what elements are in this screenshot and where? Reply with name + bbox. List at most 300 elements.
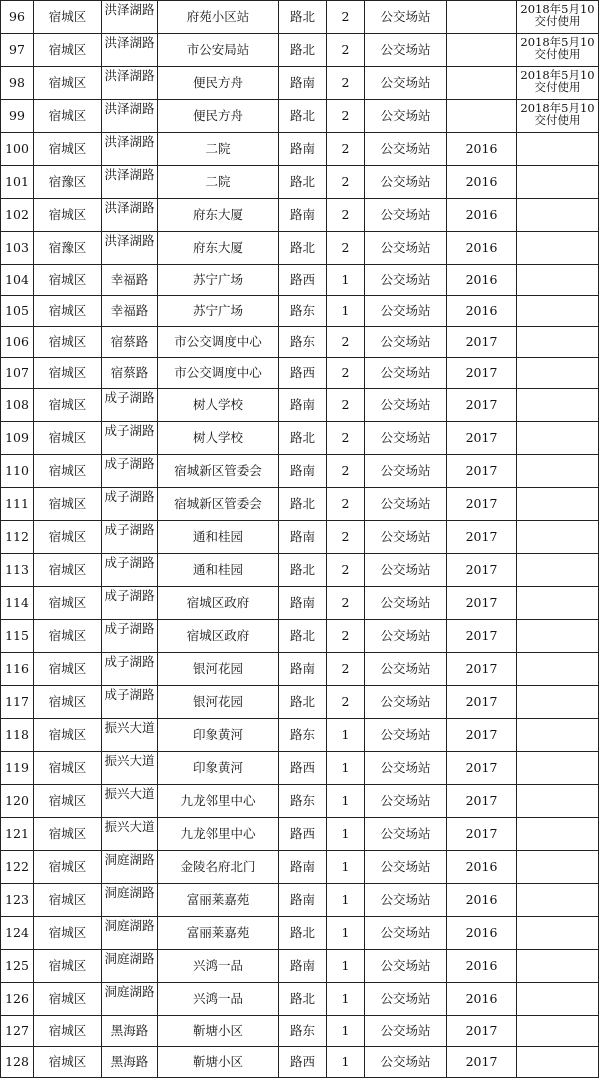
note-text: 2018年5月10交付使用 bbox=[520, 68, 595, 94]
year-cell bbox=[447, 851, 517, 884]
road-text: 幸福路 bbox=[110, 303, 149, 318]
road-text: 洞庭湖路 bbox=[104, 852, 155, 867]
table-row bbox=[1, 653, 599, 686]
type-text: 公交场站 bbox=[380, 1054, 431, 1069]
district-cell bbox=[34, 884, 102, 917]
road-side-cell bbox=[279, 166, 327, 199]
road-side-cell bbox=[279, 719, 327, 752]
type-cell bbox=[365, 686, 447, 719]
district-text: 宿城区 bbox=[48, 628, 87, 643]
row-number-cell bbox=[1, 488, 34, 521]
year-cell bbox=[447, 620, 517, 653]
count-cell bbox=[327, 422, 365, 455]
road-cell bbox=[102, 818, 158, 851]
district-cell bbox=[34, 851, 102, 884]
row-number-text: 124 bbox=[5, 925, 29, 940]
district-text: 宿城区 bbox=[48, 1023, 87, 1038]
road-side-cell bbox=[279, 554, 327, 587]
note-cell bbox=[517, 389, 599, 422]
road-text: 成子湖路 bbox=[104, 687, 155, 702]
year-text: 2016 bbox=[465, 174, 498, 189]
district-cell bbox=[34, 818, 102, 851]
note-cell bbox=[517, 265, 599, 296]
table-row bbox=[1, 521, 599, 554]
district-cell bbox=[34, 455, 102, 488]
station-name-text: 树人学校 bbox=[192, 397, 243, 412]
table-row bbox=[1, 1016, 599, 1047]
district-cell bbox=[34, 1, 102, 34]
count-text: 2 bbox=[341, 9, 350, 24]
count-text: 1 bbox=[341, 958, 350, 973]
count-cell bbox=[327, 265, 365, 296]
row-number-text: 116 bbox=[5, 661, 29, 676]
district-cell bbox=[34, 67, 102, 100]
road-side-cell bbox=[279, 199, 327, 232]
note-cell bbox=[517, 521, 599, 554]
count-text: 2 bbox=[341, 334, 350, 349]
road-side-cell bbox=[279, 1047, 327, 1078]
district-text: 宿城区 bbox=[48, 859, 87, 874]
table-row bbox=[1, 884, 599, 917]
road-side-text: 路北 bbox=[289, 991, 315, 1006]
road-side-text: 路西 bbox=[289, 272, 315, 287]
count-cell bbox=[327, 488, 365, 521]
type-cell bbox=[365, 327, 447, 358]
year-cell bbox=[447, 34, 517, 67]
road-text: 宿蔡路 bbox=[110, 365, 149, 380]
station-name-text: 苏宁广场 bbox=[192, 272, 243, 287]
row-number-cell bbox=[1, 199, 34, 232]
type-text: 公交场站 bbox=[380, 925, 431, 940]
count-text: 2 bbox=[341, 108, 350, 123]
road-cell bbox=[102, 1047, 158, 1078]
district-text: 宿城区 bbox=[48, 958, 87, 973]
type-text: 公交场站 bbox=[380, 562, 431, 577]
type-text: 公交场站 bbox=[380, 529, 431, 544]
road-cell bbox=[102, 488, 158, 521]
road-cell bbox=[102, 455, 158, 488]
note-cell bbox=[517, 1016, 599, 1047]
road-cell bbox=[102, 719, 158, 752]
year-cell bbox=[447, 521, 517, 554]
road-side-text: 路北 bbox=[289, 430, 315, 445]
count-cell bbox=[327, 884, 365, 917]
district-cell bbox=[34, 521, 102, 554]
note-cell bbox=[517, 455, 599, 488]
road-cell bbox=[102, 620, 158, 653]
type-text: 公交场站 bbox=[380, 365, 431, 380]
road-cell bbox=[102, 917, 158, 950]
type-text: 公交场站 bbox=[380, 430, 431, 445]
district-cell bbox=[34, 327, 102, 358]
station-name-cell bbox=[158, 1016, 279, 1047]
note-cell bbox=[517, 653, 599, 686]
station-name-cell bbox=[158, 752, 279, 785]
station-name-cell bbox=[158, 785, 279, 818]
count-cell bbox=[327, 199, 365, 232]
road-text: 成子湖路 bbox=[104, 588, 155, 603]
note-cell bbox=[517, 133, 599, 166]
year-text: 2017 bbox=[465, 365, 498, 380]
row-number-text: 108 bbox=[5, 397, 29, 412]
row-number-cell bbox=[1, 587, 34, 620]
type-text: 公交场站 bbox=[380, 694, 431, 709]
type-text: 公交场站 bbox=[380, 826, 431, 841]
district-cell bbox=[34, 950, 102, 983]
year-text: 2017 bbox=[465, 793, 498, 808]
type-cell bbox=[365, 917, 447, 950]
row-number-cell bbox=[1, 67, 34, 100]
road-side-cell bbox=[279, 34, 327, 67]
year-cell bbox=[447, 587, 517, 620]
note-cell bbox=[517, 983, 599, 1016]
station-name-text: 印象黄河 bbox=[192, 727, 243, 742]
note-cell bbox=[517, 166, 599, 199]
type-text: 公交场站 bbox=[380, 9, 431, 24]
station-name-text: 通和桂园 bbox=[192, 529, 243, 544]
count-text: 2 bbox=[341, 430, 350, 445]
type-cell bbox=[365, 488, 447, 521]
type-text: 公交场站 bbox=[380, 595, 431, 610]
station-name-text: 九龙邻里中心 bbox=[180, 826, 256, 841]
table-row bbox=[1, 199, 599, 232]
station-name-cell bbox=[158, 917, 279, 950]
count-cell bbox=[327, 358, 365, 389]
road-cell bbox=[102, 950, 158, 983]
district-text: 宿城区 bbox=[48, 303, 87, 318]
year-text: 2016 bbox=[465, 892, 498, 907]
road-side-cell bbox=[279, 488, 327, 521]
district-cell bbox=[34, 620, 102, 653]
road-side-cell bbox=[279, 983, 327, 1016]
type-cell bbox=[365, 950, 447, 983]
road-side-cell bbox=[279, 1016, 327, 1047]
row-number-text: 122 bbox=[5, 859, 29, 874]
road-cell bbox=[102, 884, 158, 917]
row-number-text: 128 bbox=[5, 1054, 29, 1069]
row-number-text: 111 bbox=[5, 496, 29, 511]
type-cell bbox=[365, 884, 447, 917]
road-text: 振兴大道 bbox=[104, 819, 155, 834]
district-text: 宿城区 bbox=[48, 793, 87, 808]
station-name-text: 宿城区政府 bbox=[186, 595, 250, 610]
road-text: 洞庭湖路 bbox=[104, 951, 155, 966]
road-text: 黑海路 bbox=[110, 1054, 149, 1069]
station-name-cell bbox=[158, 1047, 279, 1078]
table-row bbox=[1, 422, 599, 455]
road-side-cell bbox=[279, 1, 327, 34]
type-cell bbox=[365, 851, 447, 884]
table-row bbox=[1, 917, 599, 950]
station-name-text: 银河花园 bbox=[192, 661, 243, 676]
note-text: 2018年5月10交付使用 bbox=[520, 35, 595, 61]
road-cell bbox=[102, 587, 158, 620]
road-text: 洪泽湖路 bbox=[104, 101, 155, 116]
table-row bbox=[1, 785, 599, 818]
station-name-cell bbox=[158, 851, 279, 884]
count-text: 1 bbox=[341, 925, 350, 940]
type-cell bbox=[365, 1, 447, 34]
year-text: 2017 bbox=[465, 529, 498, 544]
count-cell bbox=[327, 296, 365, 327]
count-text: 2 bbox=[341, 141, 350, 156]
row-number-text: 102 bbox=[5, 207, 29, 222]
count-cell bbox=[327, 653, 365, 686]
district-cell bbox=[34, 1047, 102, 1078]
road-side-cell bbox=[279, 100, 327, 133]
road-text: 成子湖路 bbox=[104, 522, 155, 537]
type-text: 公交场站 bbox=[380, 240, 431, 255]
row-number-cell bbox=[1, 686, 34, 719]
count-cell bbox=[327, 232, 365, 265]
district-text: 宿豫区 bbox=[48, 240, 87, 255]
row-number-text: 121 bbox=[5, 826, 29, 841]
station-name-cell bbox=[158, 67, 279, 100]
district-cell bbox=[34, 34, 102, 67]
road-side-text: 路北 bbox=[289, 9, 315, 24]
count-text: 2 bbox=[341, 694, 350, 709]
station-name-text: 富丽莱嘉苑 bbox=[186, 925, 250, 940]
road-text: 黑海路 bbox=[110, 1023, 149, 1038]
station-name-cell bbox=[158, 554, 279, 587]
count-text: 2 bbox=[341, 595, 350, 610]
road-side-cell bbox=[279, 422, 327, 455]
road-cell bbox=[102, 983, 158, 1016]
road-cell bbox=[102, 265, 158, 296]
row-number-cell bbox=[1, 521, 34, 554]
station-name-text: 市公安局站 bbox=[186, 42, 250, 57]
row-number-text: 125 bbox=[5, 958, 29, 973]
row-number-cell bbox=[1, 232, 34, 265]
road-side-cell bbox=[279, 521, 327, 554]
road-text: 成子湖路 bbox=[104, 456, 155, 471]
count-text: 2 bbox=[341, 562, 350, 577]
road-side-text: 路南 bbox=[289, 529, 315, 544]
row-number-text: 123 bbox=[5, 892, 29, 907]
row-number-text: 113 bbox=[5, 562, 29, 577]
district-text: 宿城区 bbox=[48, 365, 87, 380]
table-row bbox=[1, 818, 599, 851]
type-text: 公交场站 bbox=[380, 991, 431, 1006]
type-cell bbox=[365, 719, 447, 752]
count-cell bbox=[327, 327, 365, 358]
year-cell bbox=[447, 1016, 517, 1047]
road-text: 成子湖路 bbox=[104, 390, 155, 405]
road-side-text: 路西 bbox=[289, 365, 315, 380]
year-text: 2017 bbox=[465, 562, 498, 577]
road-cell bbox=[102, 166, 158, 199]
road-side-text: 路西 bbox=[289, 760, 315, 775]
road-cell bbox=[102, 389, 158, 422]
note-text: 2018年5月10交付使用 bbox=[520, 2, 595, 28]
row-number-cell bbox=[1, 455, 34, 488]
station-name-cell bbox=[158, 422, 279, 455]
row-number-text: 106 bbox=[5, 334, 29, 349]
count-cell bbox=[327, 785, 365, 818]
count-cell bbox=[327, 521, 365, 554]
year-cell bbox=[447, 719, 517, 752]
district-text: 宿城区 bbox=[48, 397, 87, 412]
station-name-cell bbox=[158, 521, 279, 554]
station-name-cell bbox=[158, 587, 279, 620]
year-cell bbox=[447, 785, 517, 818]
year-text: 2017 bbox=[465, 496, 498, 511]
year-cell bbox=[447, 67, 517, 100]
year-cell bbox=[447, 100, 517, 133]
road-text: 洪泽湖路 bbox=[104, 68, 155, 83]
road-cell bbox=[102, 67, 158, 100]
station-name-text: 市公交调度中心 bbox=[174, 365, 262, 380]
road-side-cell bbox=[279, 752, 327, 785]
type-text: 公交场站 bbox=[380, 727, 431, 742]
year-cell bbox=[447, 327, 517, 358]
year-cell bbox=[447, 455, 517, 488]
road-side-text: 路西 bbox=[289, 826, 315, 841]
year-cell bbox=[447, 232, 517, 265]
road-text: 振兴大道 bbox=[104, 786, 155, 801]
type-cell bbox=[365, 455, 447, 488]
district-text: 宿城区 bbox=[48, 463, 87, 478]
table-row bbox=[1, 1, 599, 34]
note-cell bbox=[517, 67, 599, 100]
road-side-cell bbox=[279, 389, 327, 422]
district-cell bbox=[34, 232, 102, 265]
year-text: 2017 bbox=[465, 334, 498, 349]
road-side-cell bbox=[279, 232, 327, 265]
row-number-cell bbox=[1, 34, 34, 67]
table-row bbox=[1, 455, 599, 488]
table-row bbox=[1, 587, 599, 620]
type-text: 公交场站 bbox=[380, 661, 431, 676]
row-number-cell bbox=[1, 752, 34, 785]
road-cell bbox=[102, 851, 158, 884]
road-side-cell bbox=[279, 358, 327, 389]
district-cell bbox=[34, 752, 102, 785]
row-number-cell bbox=[1, 265, 34, 296]
type-cell bbox=[365, 166, 447, 199]
road-cell bbox=[102, 785, 158, 818]
year-cell bbox=[447, 358, 517, 389]
station-name-cell bbox=[158, 358, 279, 389]
table-row bbox=[1, 983, 599, 1016]
count-cell bbox=[327, 455, 365, 488]
road-text: 洪泽湖路 bbox=[104, 167, 155, 182]
road-side-text: 路南 bbox=[289, 859, 315, 874]
road-cell bbox=[102, 653, 158, 686]
year-cell bbox=[447, 199, 517, 232]
year-text: 2017 bbox=[465, 826, 498, 841]
count-text: 1 bbox=[341, 826, 350, 841]
row-number-text: 109 bbox=[5, 430, 29, 445]
row-number-text: 107 bbox=[5, 365, 29, 380]
station-name-cell bbox=[158, 199, 279, 232]
road-text: 洪泽湖路 bbox=[104, 134, 155, 149]
station-name-cell bbox=[158, 983, 279, 1016]
row-number-text: 96 bbox=[9, 9, 25, 24]
count-cell bbox=[327, 1, 365, 34]
year-cell bbox=[447, 983, 517, 1016]
row-number-cell bbox=[1, 785, 34, 818]
type-cell bbox=[365, 983, 447, 1016]
district-text: 宿城区 bbox=[48, 562, 87, 577]
road-side-text: 路南 bbox=[289, 397, 315, 412]
count-cell bbox=[327, 917, 365, 950]
row-number-cell bbox=[1, 1016, 34, 1047]
table-row bbox=[1, 719, 599, 752]
road-side-text: 路南 bbox=[289, 463, 315, 478]
note-text: 2018年5月10交付使用 bbox=[520, 101, 595, 127]
count-text: 1 bbox=[341, 272, 350, 287]
count-text: 1 bbox=[341, 859, 350, 874]
road-cell bbox=[102, 686, 158, 719]
note-cell bbox=[517, 884, 599, 917]
type-cell bbox=[365, 752, 447, 785]
district-text: 宿城区 bbox=[48, 595, 87, 610]
road-cell bbox=[102, 422, 158, 455]
district-cell bbox=[34, 166, 102, 199]
year-cell bbox=[447, 133, 517, 166]
road-text: 宿蔡路 bbox=[110, 334, 149, 349]
station-name-cell bbox=[158, 719, 279, 752]
note-cell bbox=[517, 1047, 599, 1078]
year-text: 2016 bbox=[465, 303, 498, 318]
row-number-cell bbox=[1, 100, 34, 133]
road-text: 成子湖路 bbox=[104, 621, 155, 636]
table-row bbox=[1, 232, 599, 265]
table-row bbox=[1, 554, 599, 587]
type-cell bbox=[365, 818, 447, 851]
count-cell bbox=[327, 818, 365, 851]
district-text: 宿城区 bbox=[48, 496, 87, 511]
road-text: 成子湖路 bbox=[104, 555, 155, 570]
road-side-text: 路东 bbox=[289, 727, 315, 742]
type-text: 公交场站 bbox=[380, 141, 431, 156]
row-number-cell bbox=[1, 983, 34, 1016]
district-text: 宿城区 bbox=[48, 892, 87, 907]
road-cell bbox=[102, 199, 158, 232]
station-name-text: 二院 bbox=[205, 174, 231, 189]
year-cell bbox=[447, 686, 517, 719]
count-text: 1 bbox=[341, 760, 350, 775]
road-text: 成子湖路 bbox=[104, 489, 155, 504]
type-text: 公交场站 bbox=[380, 892, 431, 907]
road-text: 洪泽湖路 bbox=[104, 2, 155, 17]
district-cell bbox=[34, 983, 102, 1016]
station-name-cell bbox=[158, 653, 279, 686]
type-cell bbox=[365, 232, 447, 265]
note-cell bbox=[517, 34, 599, 67]
road-text: 幸福路 bbox=[110, 272, 149, 287]
district-text: 宿城区 bbox=[48, 925, 87, 940]
district-cell bbox=[34, 554, 102, 587]
count-text: 2 bbox=[341, 661, 350, 676]
row-number-cell bbox=[1, 1047, 34, 1078]
count-text: 2 bbox=[341, 174, 350, 189]
district-cell bbox=[34, 1016, 102, 1047]
row-number-cell bbox=[1, 422, 34, 455]
table-row bbox=[1, 166, 599, 199]
year-text: 2016 bbox=[465, 272, 498, 287]
type-cell bbox=[365, 587, 447, 620]
type-cell bbox=[365, 67, 447, 100]
station-name-text: 靳塘小区 bbox=[192, 1023, 243, 1038]
count-text: 2 bbox=[341, 75, 350, 90]
district-text: 宿城区 bbox=[48, 75, 87, 90]
table-row bbox=[1, 488, 599, 521]
note-cell bbox=[517, 100, 599, 133]
district-text: 宿城区 bbox=[48, 108, 87, 123]
district-text: 宿城区 bbox=[48, 430, 87, 445]
